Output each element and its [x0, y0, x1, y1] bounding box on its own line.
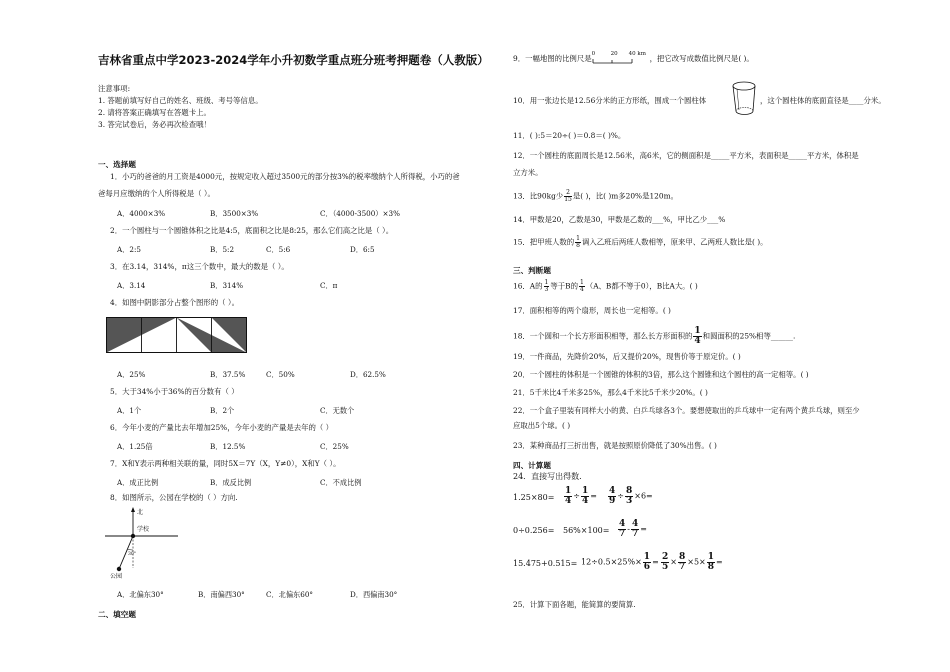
q14-text: 14．甲数是20，乙数是30，甲数是乙数的___%，甲比乙少___%	[513, 215, 726, 224]
calc-r2-c: $\frac{4}{7}$ - $\frac{4}{7}$ =	[619, 519, 647, 539]
calc-r3-c-f1: $\frac{2}{5}$	[662, 552, 669, 572]
q8-angle-label: 30°	[128, 552, 136, 557]
q18-fraction	[693, 327, 701, 346]
q8-option-d: D．西偏南30°	[350, 590, 398, 599]
q16-f1-den: 3	[544, 286, 549, 293]
q7-option-c: C．不成比例	[320, 478, 362, 487]
q22-line1: 22．一个盒子里装有同样大小的黄、白乒乓球各3个。要想使取出的乒乓球中一定有两个黄乒乓球，则至少	[513, 406, 860, 415]
q15-fraction	[575, 236, 581, 249]
q19-text: 19．一件商品，先降价20%，后又提价20%，现售价等于原定价。( )	[513, 352, 741, 361]
q15-frac-num: 1	[576, 235, 580, 242]
q4-option-d: D．62.5%	[350, 370, 386, 379]
page-title: 吉林省重点中学2023-2024学年小升初数学重点班分班考押题卷（人教版）	[98, 53, 489, 67]
q4-text: 4．如图中阴影部分占整个图形的（ ）。	[110, 298, 239, 307]
section-fill-title: 二、填空题	[98, 610, 136, 619]
q1-line2: 爸每月应缴纳的个人所得税是（ ）。	[98, 189, 215, 198]
q3-option-a: A．3.14	[117, 281, 146, 290]
q15-prefix: 15．把甲班人数的	[513, 237, 575, 247]
q9-suffix: ，把它改写成数值比例尺是( )。	[649, 54, 754, 63]
q16-fraction-2	[579, 280, 585, 293]
q16-f2-num: 1	[579, 279, 584, 286]
q3-option-c: C．π	[320, 281, 338, 290]
q7-text: 7．X和Y表示两种相关联的量，同时5X＝7Y（X，Y≠0），X和Y（ ）。	[110, 459, 341, 468]
q12-line2: 立方米。	[513, 168, 543, 177]
q16-suffix: （A、B都不等于0），B比A大。( )	[585, 281, 698, 291]
calc-r3-c-f3: $\frac{1}{8}$	[707, 552, 714, 572]
q16-fraction-1	[544, 280, 550, 293]
q15-frac-den: 8	[576, 242, 580, 249]
q10-prefix: 10．用一张边长是12.56分米的正方形纸，围成一个圆柱体	[513, 96, 707, 105]
q5-text: 5．大于34%小于36%的百分数有（ ）	[110, 387, 239, 396]
calc-r1-b-f2: $\frac{1}{4}$	[581, 486, 589, 506]
q9-scale-bar	[591, 51, 650, 64]
calc-r1-c-f1: $\frac{4}{9}$	[609, 486, 616, 506]
section-judge-title: 三、判断题	[513, 266, 551, 275]
q2-option-a: A．2:5	[117, 245, 141, 254]
q16-text	[513, 280, 698, 293]
q13-suffix: 是( )，比( )m多20%是120m。	[572, 191, 678, 201]
notes-header: 注意事项:	[98, 84, 131, 93]
calc-r1-b: $\frac{1}{4}$ ÷ $\frac{1}{4}$ =	[565, 486, 597, 506]
q8-park-label: 公园	[110, 573, 123, 580]
q2-option-c: C．5:6	[266, 245, 291, 254]
note-3: 3. 答完试卷后，务必再次检查哦！	[98, 120, 211, 129]
q8-option-a: A．北偏东30°	[117, 590, 164, 599]
q13-text	[513, 190, 678, 203]
calc-r3-c: $\frac{2}{5}$ × $\frac{8}{7}$ ×5× $\frac{1}{8}$ =	[662, 552, 723, 572]
q10-suffix: ，这个圆柱体的底面直径是____分米。	[760, 96, 886, 105]
q9-scale-0: 0	[591, 51, 596, 57]
q6-option-c: C．25%	[320, 442, 349, 451]
calc-r3-c-f2: $\frac{8}{7}$	[678, 552, 686, 572]
q25-text: 25．计算下面各题，能简算的要简算.	[513, 600, 636, 609]
q2-text: 2．一个圆柱与一个圆锥体积之比是4:5，底面积之比是8:25，那么它们高之比是（ ）。	[110, 226, 394, 235]
q1-option-c: C．（4000-3500）×3%	[320, 209, 400, 218]
calc-r1-b-f1: $\frac{1}{4}$	[565, 486, 572, 506]
q16-f1-num: 1	[544, 279, 549, 286]
q1-line1: 1．小巧的爸爸的月工资是4000元，按规定收入超过3500元的部分按3%的税率缴纳个人所得税，小巧的爸	[110, 172, 460, 181]
q2-option-b: B．5:2	[210, 245, 235, 254]
q18-frac-den: 4	[694, 336, 701, 346]
calc-r1-c-f2: $\frac{8}{3}$	[625, 486, 633, 506]
q16-prefix: 16．A的	[513, 281, 543, 291]
q8-option-c: C．北偏东60°	[266, 590, 313, 599]
q8-north-label: 北	[137, 509, 144, 516]
q5-option-a: A．1个	[117, 406, 142, 415]
calc-r1-c: $\frac{4}{9}$ ÷ $\frac{8}{3}$ ×6=	[609, 486, 653, 506]
q6-option-b: B．12.5%	[210, 442, 246, 451]
calc-r2-b: 56%×100=	[563, 526, 610, 535]
q4-option-c: C．50%	[266, 370, 295, 379]
q10-cylinder-icon	[731, 80, 757, 118]
q11-text: 11．( ):5＝20÷( )＝0.8＝( )%。	[513, 131, 626, 140]
q5-option-b: B．2个	[210, 406, 235, 415]
q23-text: 23．某种商品打三折出售，就是按照原价降低了30%出售。( )	[513, 441, 717, 450]
calc-r3-b-f1: $\frac{1}{6}$	[643, 552, 651, 572]
q18-suffix: 和圆面积的25%相等______.	[702, 331, 796, 341]
q18-text	[513, 327, 795, 346]
q21-text: 21．5千米比4千米多25%，那么4千米比5千米少20%。( )	[513, 388, 708, 397]
q4-option-a: A．25%	[117, 370, 146, 379]
q1-option-b: B．3500×3%	[210, 209, 259, 218]
note-1: 1. 答题前填写好自己的姓名、班级、考号等信息。	[98, 96, 263, 105]
q13-frac-num: 2	[566, 189, 570, 196]
q2-option-d: D．6:5	[350, 245, 375, 254]
q3-option-b: B．314%	[210, 281, 244, 290]
calc-r1-a: 1.25×80=	[513, 493, 555, 502]
section-calc-title: 四、计算题	[513, 461, 551, 470]
q3-text: 3．在3.14，314%，π这三个数中，最大的数是（ ）。	[110, 262, 289, 271]
q13-frac-den: 15	[564, 196, 572, 203]
q15-suffix: 调入乙班后两班人数相等，原来甲、乙两班人数比是( )。	[581, 237, 768, 247]
q9-scale-ruler	[592, 58, 650, 64]
q22-line2: 应取出5个球。( )	[513, 421, 571, 430]
q7-option-a: A．成正比例	[117, 478, 159, 487]
q18-frac-num: 1	[694, 326, 701, 336]
q4-option-b: B．37.5%	[210, 370, 246, 379]
q12-line1: 12．一个圆柱的底面周长是12.56米，高6米，它的侧面积是_____平方米，表面积是_____平方米，体积是	[513, 151, 859, 160]
q20-text: 20．一个圆柱的体积是一个圆锥的体积的3倍，那么这个圆锥和这个圆柱的高一定相等。( )	[513, 370, 809, 379]
q9-scale-20: 20	[610, 51, 618, 57]
q9-text	[513, 51, 754, 64]
q16-middle: 等于B的	[550, 281, 578, 291]
q8-school-label: 学校	[137, 526, 150, 533]
q9-prefix: 9．一幅地图的比例尺是	[513, 54, 592, 63]
q6-text: 6．今年小麦的产量比去年增加25%，今年小麦的产量是去年的（ ）	[110, 423, 334, 432]
q1-option-a: A．4000×3%	[117, 209, 166, 218]
calc-r3-b: 12÷0.5×25%× $\frac{1}{6}$ =	[581, 552, 659, 572]
q13-fraction	[564, 190, 572, 203]
note-2: 2. 请将答案正确填写在答题卡上。	[98, 108, 211, 117]
q13-prefix: 13．比90kg少	[513, 191, 564, 201]
q6-option-a: A．1.25倍	[117, 442, 153, 451]
q8-option-b: B．南偏西30°	[198, 590, 245, 599]
calc-r2-c-f1: $\frac{4}{7}$	[619, 519, 626, 539]
q15-text	[513, 236, 767, 249]
section-choice-title: 一、选择题	[98, 160, 136, 169]
q9-scale-40: 40 km	[628, 51, 646, 57]
q17-text: 17．面积相等的两个扇形，周长也一定相等。( )	[513, 306, 671, 315]
q16-f2-den: 4	[579, 286, 584, 293]
q4-shaded-figure	[106, 317, 247, 353]
q8-text: 8．如图所示，公园在学校的（ ）方向.	[110, 493, 238, 502]
calc-r3-a: 15.475+0.515=	[513, 559, 578, 568]
q5-option-c: C．无数个	[320, 406, 355, 415]
q7-option-b: B．成反比例	[210, 478, 252, 487]
q24-text: 24．直接写出得数.	[513, 472, 582, 481]
calc-r2-a: 0÷0.256=	[513, 526, 555, 535]
calc-r2-c-f2: $\frac{4}{7}$	[631, 519, 639, 539]
q18-prefix: 18．一个圆和一个长方形面积相等，那么长方形面积的	[513, 331, 693, 341]
